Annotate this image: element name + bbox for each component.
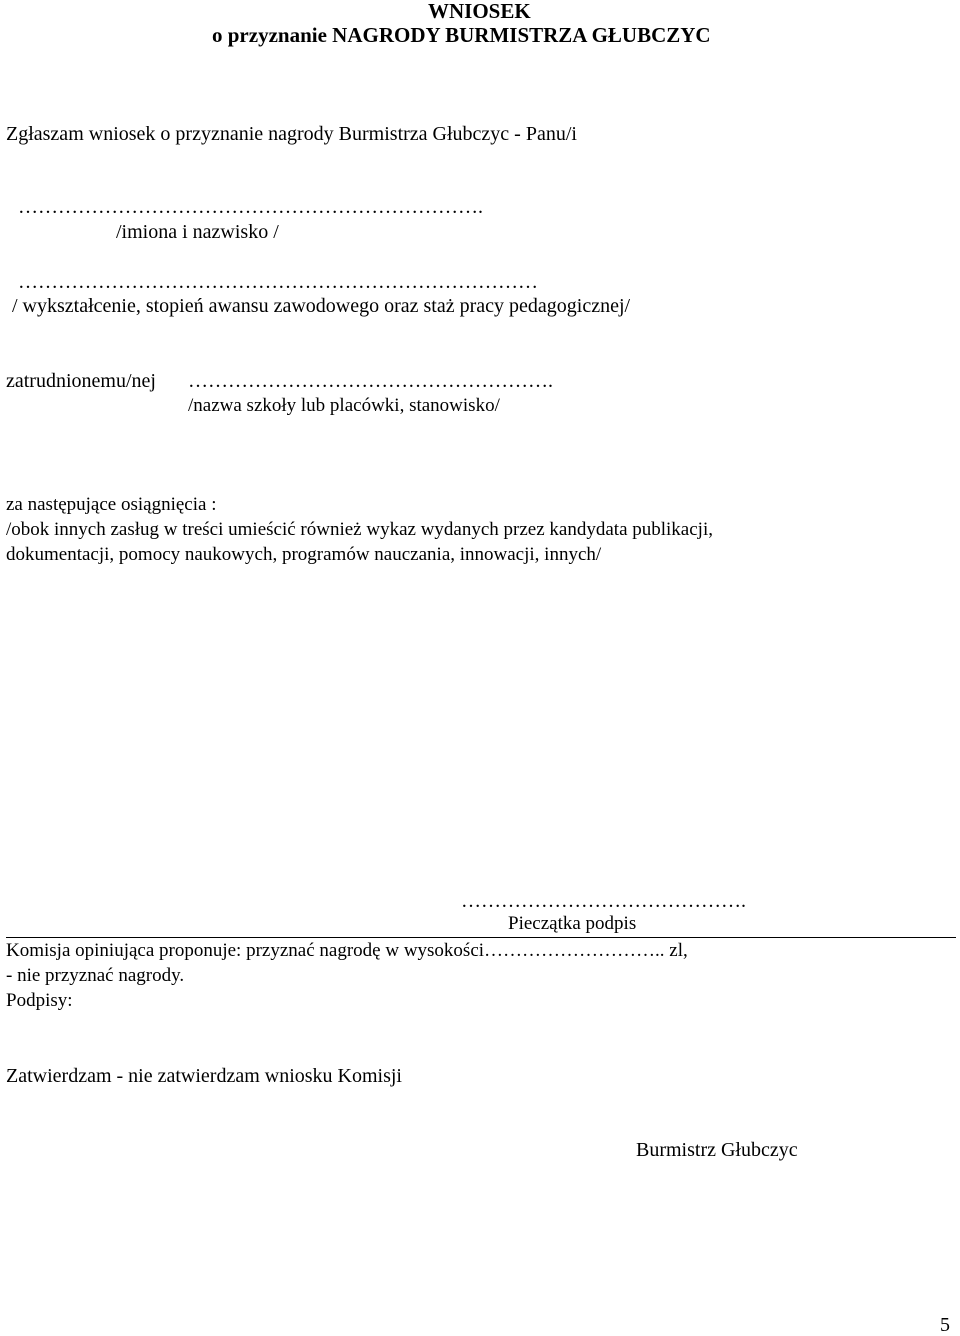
commission-proposal: Komisja opiniująca proponuje: przyznać nagrodę w wysokości……………………….. zl, xyxy=(6,940,688,961)
name-caption: /imiona i nazwisko / xyxy=(116,221,279,243)
employment-caption: /nazwa szkoły lub placówki, stanowisko/ xyxy=(188,395,500,416)
stamp-caption: Pieczątka podpis xyxy=(508,913,637,934)
form-title: WNIOSEK xyxy=(428,0,531,23)
employment-dotted-line: ………………………………………………. xyxy=(188,370,553,392)
stamp-dotted-line: ……………………………………. xyxy=(461,890,746,912)
name-dotted-line: ……………………………………………………………. xyxy=(18,196,483,218)
achievements-note-line-1: /obok innych zasług w treści umieścić również wykaz wydanych przez kandydata publikacji, xyxy=(6,519,713,540)
approval-text: Zatwierdzam - nie zatwierdzam wniosku Komisji xyxy=(6,1065,402,1087)
signatures-label: Podpisy: xyxy=(6,990,73,1011)
intro-text: Zgłaszam wniosek o przyznanie nagrody Burmistrza Głubczyc - Panu/i xyxy=(6,123,577,145)
achievements-label: za następujące osiągnięcia : xyxy=(6,494,217,515)
achievements-note-line-2: dokumentacji, pomocy naukowych, programów nauczania, innowacji, innych/ xyxy=(6,544,602,565)
page-number: 5 xyxy=(940,1314,950,1336)
employment-label: zatrudnionemu/nej xyxy=(6,370,156,392)
form-subtitle: o przyznanie NAGRODY BURMISTRZA GŁUBCZYC xyxy=(212,23,711,47)
section-divider xyxy=(6,937,956,938)
education-dotted-line: …………………………………………………………………… xyxy=(18,271,538,293)
education-caption: / wykształcenie, stopień awansu zawodowego oraz staż pracy pedagogicznej/ xyxy=(12,295,631,317)
mayor-signature-label: Burmistrz Głubczyc xyxy=(636,1139,798,1161)
commission-reject-option: - nie przyznać nagrody. xyxy=(6,965,185,986)
